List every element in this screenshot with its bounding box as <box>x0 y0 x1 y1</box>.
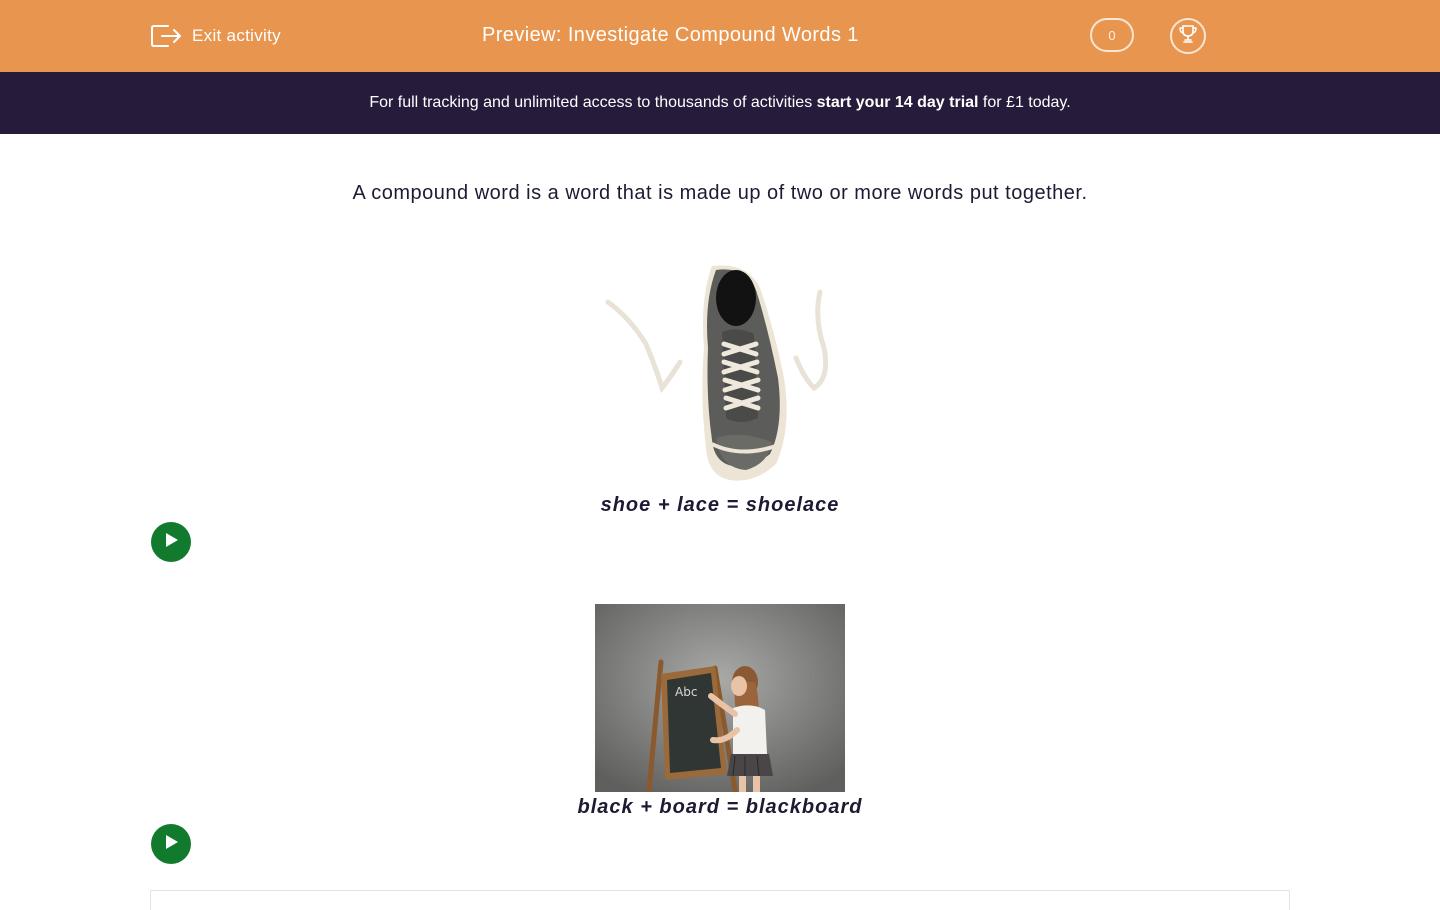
banner-text-before: For full tracking and unlimited access to thousands of activities <box>369 94 817 111</box>
caption-blackboard: black + board = blackboard <box>577 796 863 818</box>
banner-text-after: for £1 today. <box>978 94 1071 111</box>
answer-panel <box>150 890 1290 910</box>
trophy-icon <box>1177 23 1199 50</box>
exit-activity-button[interactable] <box>150 22 281 50</box>
svg-text:Abc: Abc <box>675 685 698 699</box>
top-bar <box>0 0 1440 72</box>
shoelace-image <box>600 258 840 486</box>
page-title: Preview: Investigate Compound Words 1 <box>482 24 859 46</box>
intro-text: A compound word is a word that is made up of two or more words put together. <box>352 182 1088 204</box>
score-counter: 0 <box>1090 18 1134 52</box>
caption-shoelace: shoe + lace = shoelace <box>600 494 840 516</box>
trial-link[interactable]: start your 14 day trial <box>816 94 979 111</box>
blackboard-image <box>595 604 845 792</box>
exit-icon <box>150 22 182 50</box>
play-icon <box>162 531 180 554</box>
play-audio-button[interactable] <box>151 824 191 864</box>
play-icon <box>162 833 180 856</box>
play-audio-button[interactable] <box>151 522 191 562</box>
exit-activity-label: Exit activity <box>192 26 281 45</box>
trophy-button[interactable] <box>1170 18 1206 54</box>
trial-banner <box>0 72 1440 134</box>
